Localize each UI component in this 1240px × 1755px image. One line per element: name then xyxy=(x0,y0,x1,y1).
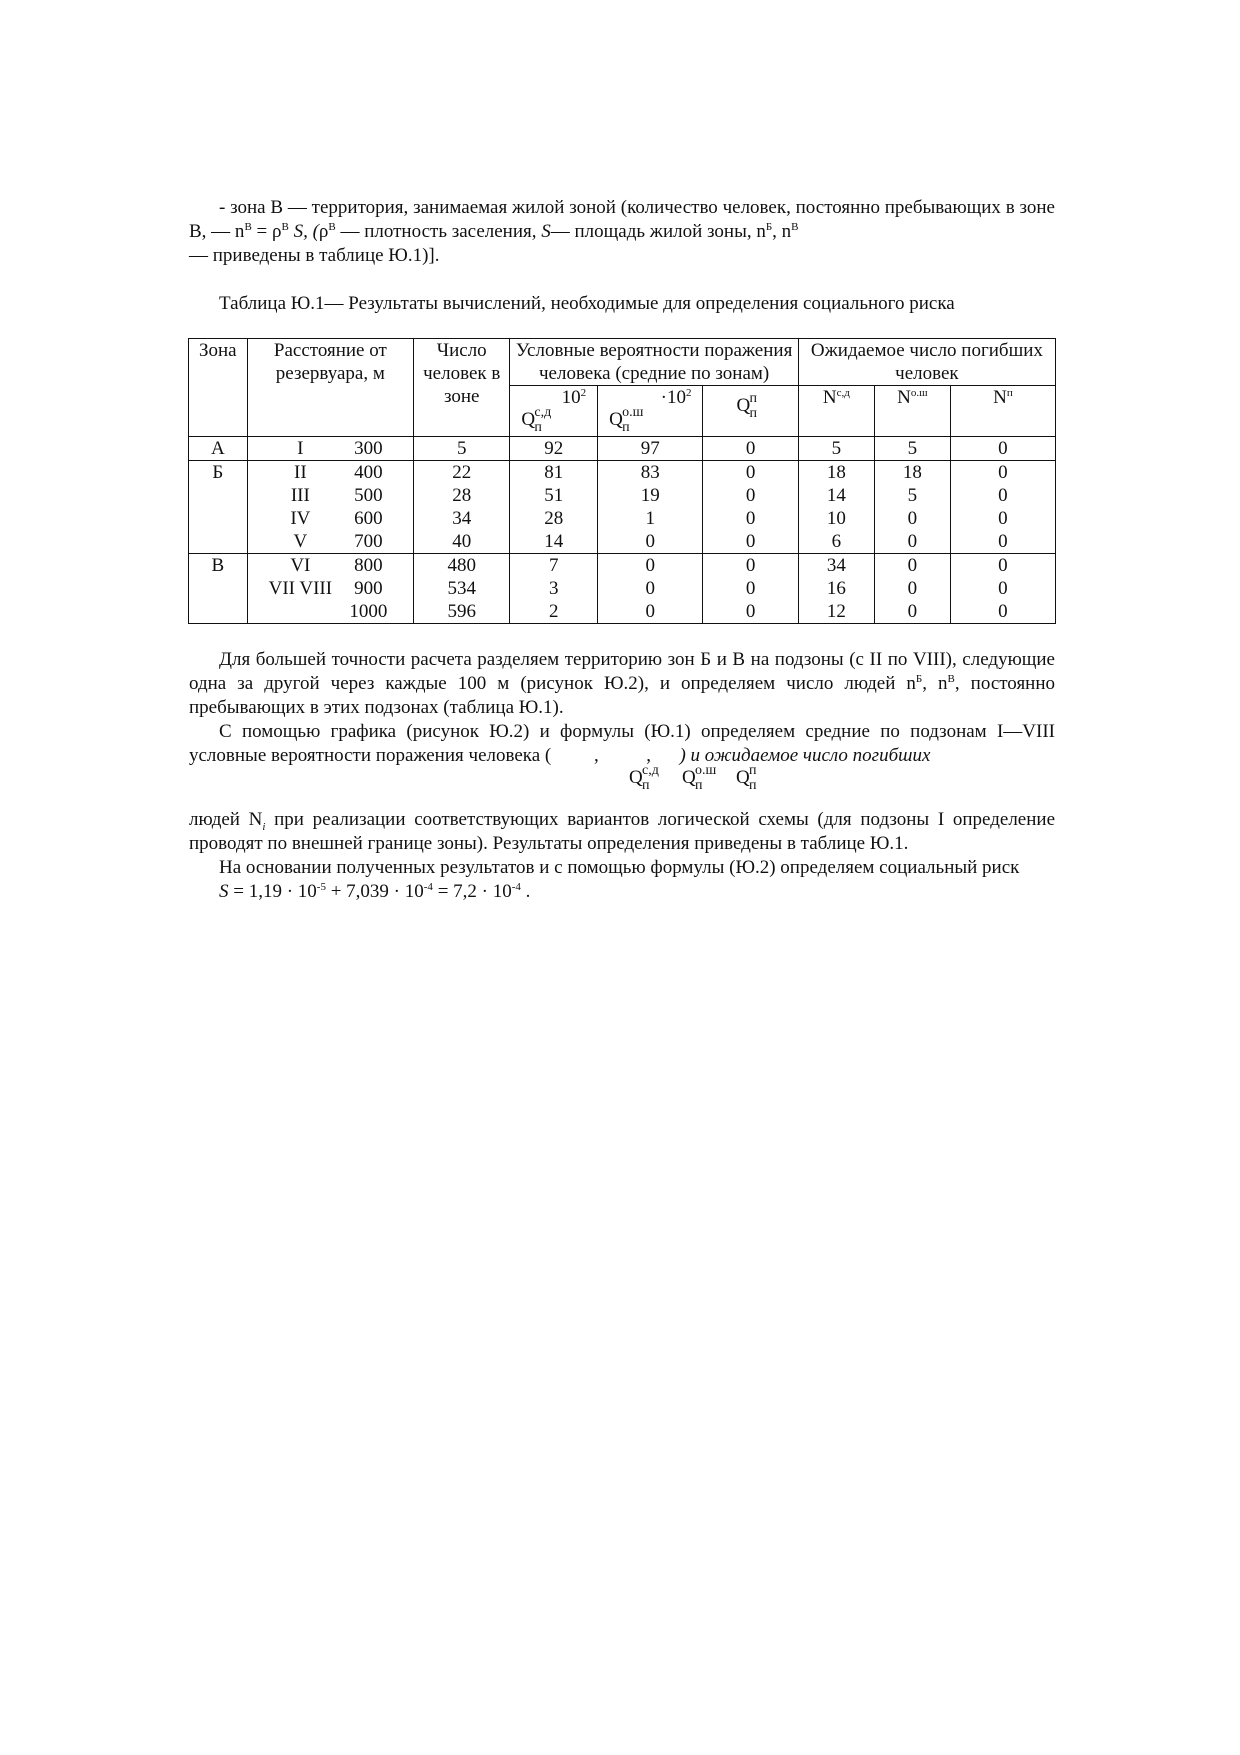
header-expected: Ожидаемое число погибших человек xyxy=(798,339,1055,386)
table-row: 1000 596 2 0 0 12 0 0 xyxy=(189,600,1056,624)
paragraph-people: людей $N_i$ при реализации соответствующих вариантов логической схемы (для подзоны I определение проводят по внешней границе зоны). Результаты определения приведены в таблице Ю.1. xyxy=(189,809,1056,854)
paragraph-subzones: Для большей точности расчета разделяем территорию зон Б и В на подзоны (с II по VIII), следующие одна за другой через каждые 100 м (рисунок Ю.2), и определяем число людей $n^Б$, $n^В$, постоянно пребывающих в этих подзонах (таблица Ю.1). xyxy=(189,649,1056,718)
paragraph-social-risk: На основании полученных результатов и с помощью формулы (Ю.2) определяем социальный риск xyxy=(219,857,1020,878)
header-count: Число человек в зоне xyxy=(414,339,510,437)
header-q-sd: $10^2$ Q с,д п xyxy=(510,386,598,437)
header-zone: Зона xyxy=(189,339,248,437)
q-symbols-line: Q с,д п Q о.ш п Q п п xyxy=(629,763,757,793)
header-q-p: Q п п xyxy=(703,386,798,437)
header-distance: Расстояние от резервуара, м xyxy=(247,339,413,437)
table-row: А I 300 5 92 97 0 5 5 0 xyxy=(189,437,1056,461)
table-row: IV 600 34 28 1 0 10 0 0 xyxy=(189,507,1056,530)
formula-social-risk: $S = 1,19 \cdot 10^{-5} + 7,039 \cdot 10^{-4} = 7,2 \cdot 10^{-4}$ . xyxy=(219,881,531,902)
intro-paragraph: - зона В — территория, занимаемая жилой зоной (количество человек, постоянно пребывающих в зоне В, — $n^В = \rho^В$ S, ($\rho^В$ — плотность заселения, S— площадь жилой зоны, $n^Б$, $n^В$ — приведены в таблице Ю.1)]. xyxy=(189,197,1055,266)
header-n-p: $N^п$ xyxy=(950,386,1055,437)
document-page xyxy=(189,196,1055,904)
body-text xyxy=(189,648,1055,904)
header-probabilities: Условные вероятности поражения человека (средние по зонам) xyxy=(510,339,798,386)
header-q-osh: $\cdot 10^2$ Q о.ш п xyxy=(598,386,703,437)
header-n-osh: $N^{о.ш}$ xyxy=(874,386,950,437)
paragraph-probabilities: С помощью графика (рисунок Ю.2) и формулы (Ю.1) определяем средние по подзонам I—VIII условные вероятности поражения человека ( , , ) и ожидаемое число погибших xyxy=(189,721,1055,766)
table-row: В VI 800 480 7 0 0 34 0 0 xyxy=(189,554,1056,578)
table-row: VII VIII 900 534 3 0 0 16 0 0 xyxy=(189,577,1056,600)
table-caption: Таблица Ю.1— Результаты вычислений, необходимые для определения социального риска xyxy=(219,293,955,314)
header-n-sd: $N^{с,д}$ xyxy=(798,386,874,437)
table-row: III 500 28 51 19 0 14 5 0 xyxy=(189,484,1056,507)
results-table xyxy=(188,338,1056,624)
table-row: V 700 40 14 0 0 6 0 0 xyxy=(189,530,1056,554)
table-row: Б II 400 22 81 83 0 18 18 0 xyxy=(189,461,1056,485)
